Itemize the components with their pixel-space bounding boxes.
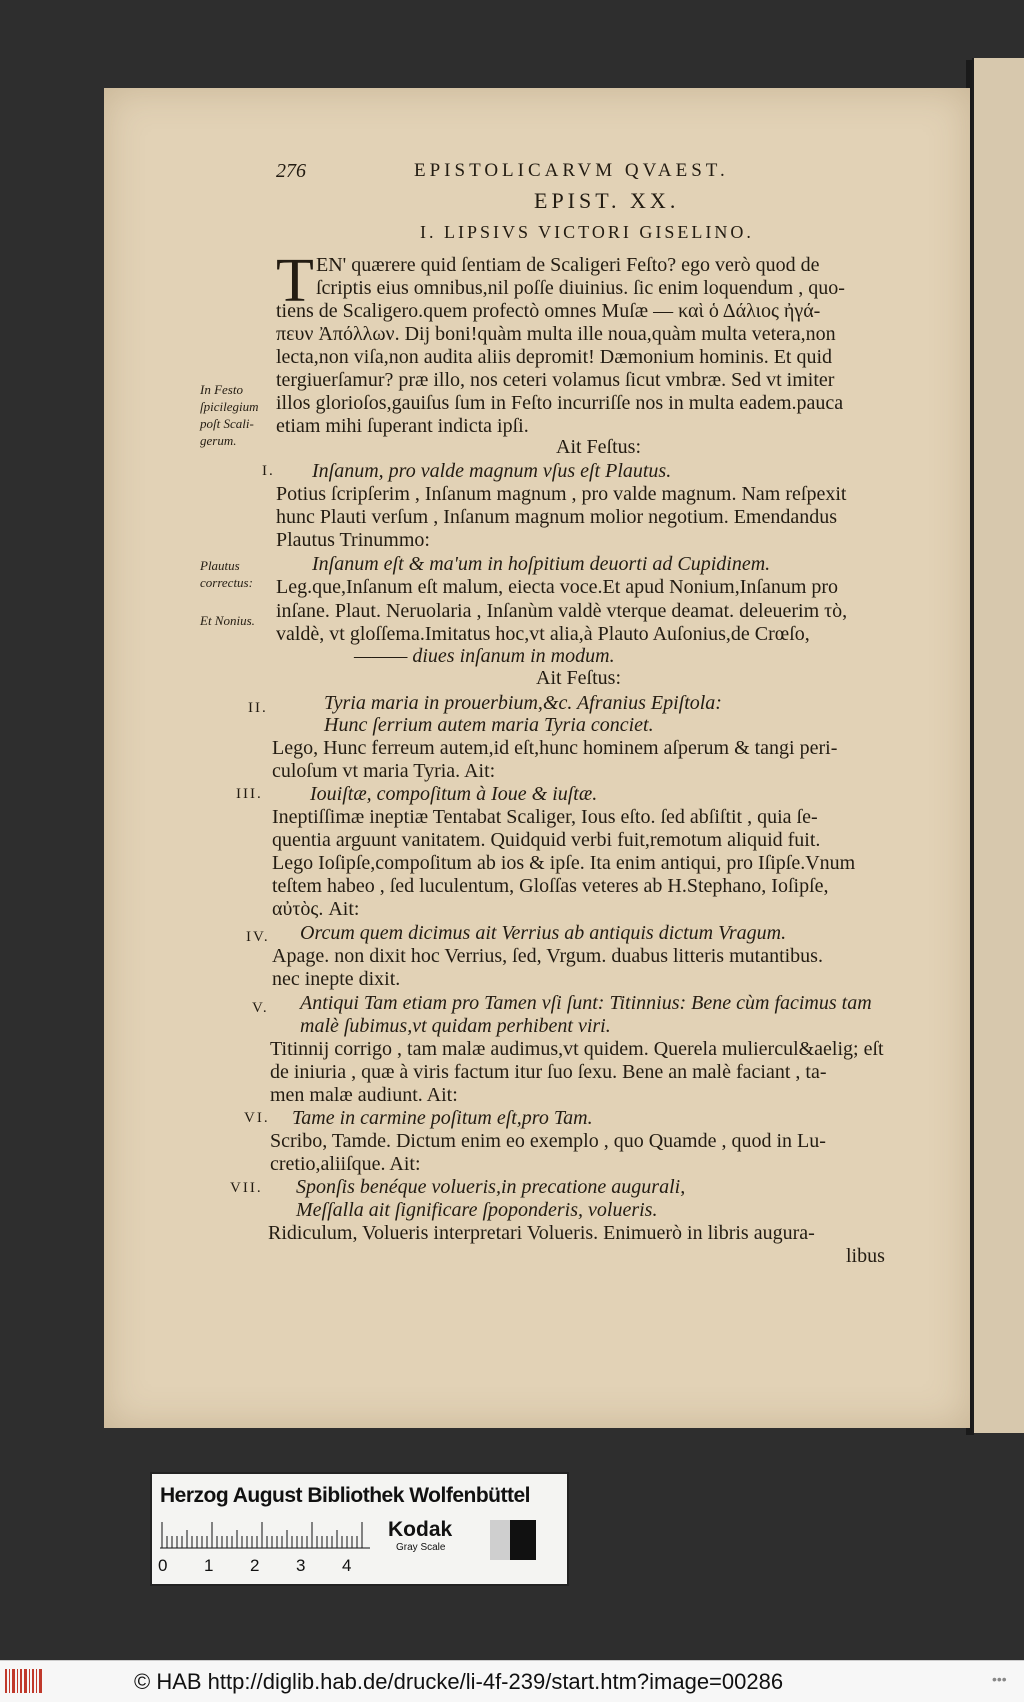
- text-line: inſane. Plaut. Neruolaria , Inſanùm valdè vterque deamat. deleuerim τὸ,: [276, 600, 848, 622]
- margin-note-line: poſt Scali-: [200, 416, 254, 431]
- source-url[interactable]: © HAB http://diglib.hab.de/drucke/li-4f-239/start.htm?image=00286: [134, 1669, 784, 1694]
- scale-number: 4: [342, 1556, 352, 1575]
- text-line: etiam mihi ſuperant indicta ipſi.: [276, 415, 529, 437]
- margin-note-line: ſpicilegium: [200, 399, 259, 414]
- entry-numeral: I.: [262, 463, 275, 479]
- text-line: tiens de Scaligero.quem profectò omnes Muſæ — καὶ ὁ Δάλιος ἠγά-: [276, 300, 821, 322]
- entry-numeral: VII.: [230, 1180, 263, 1196]
- running-head: EPISTOLICARVM QVAEST.: [414, 160, 729, 181]
- margin-note-line: In Festo: [200, 382, 243, 397]
- scale-number: 1: [204, 1556, 214, 1575]
- text-line: Plautus Trinummo:: [276, 529, 430, 551]
- text-line: πευν Ἀπόλλων. Dij boni!quàm multa ille noua,quàm multa vetera,non: [276, 323, 836, 345]
- text-line: Iouiſtæ, compoſitum à Ioue & iuſtæ.: [310, 783, 598, 805]
- text-line: Inſanum eſt & ma'um in hoſpitium deuorti ad Cupidinem.: [312, 553, 771, 575]
- entry-numeral: III.: [236, 786, 263, 802]
- text-line: quentia arguunt vanitatem. Quidquid verbi fuit,remotum aliquid fuit.: [272, 829, 821, 851]
- entry-numeral: II.: [248, 700, 268, 716]
- kodak-logo: Kodak: [388, 1518, 453, 1541]
- text-line: Lego Ioſipſe,compoſitum ab ios & ipſe. Ita enim antiqui, pro Iſipſe.Vnum: [272, 852, 856, 874]
- margin-note-line: Plautus: [200, 558, 240, 573]
- entry-numeral: VI.: [244, 1110, 270, 1126]
- hab-barcode-icon: [4, 1667, 44, 1695]
- text-line: Leg.que,Inſanum eſt malum, eiecta voce.Et apud Nonium,Inſanum pro: [276, 576, 839, 598]
- page-number: 276: [276, 160, 306, 182]
- gray-swatch: [490, 1520, 510, 1560]
- text-line: Apage. non dixit hoc Verrius, ſed, Vrgum. duabus litteris mutantibus.: [272, 945, 823, 967]
- text-line: Scribo, Tamde. Dictum enim eo exemplo , quo Quamde , quod in Lu-: [270, 1130, 826, 1152]
- epistle-addressee: I. LIPSIVS VICTORI GISELINO.: [420, 222, 754, 242]
- black-swatch: [510, 1520, 536, 1560]
- text-line: Ineptiſſimæ ineptiæ Tentabat Scaliger, Ious eſto. ſed abſiſtit , quia ſe-: [272, 806, 818, 828]
- footer-bar: [0, 1660, 1024, 1702]
- text-line: Sponſis benéque volueris,in precatione augurali,: [296, 1176, 686, 1198]
- text-line: αὐτὸς. Ait:: [272, 898, 360, 920]
- epistle-heading: EPIST. XX.: [534, 188, 680, 213]
- text-line: teſtem habeo , ſed luculentum, Gloſſas veteres ab H.Stephano, Ioſipſe,: [272, 875, 829, 897]
- facing-page-edge: [972, 58, 1024, 1433]
- text-line: Titinnij corrigo , tam malæ audimus,vt quidem. Querela muliercul&aelig; eſt: [270, 1038, 884, 1060]
- gray-scale-card: [150, 1472, 569, 1586]
- text-line: cretio,aliiſque. Ait:: [270, 1153, 421, 1175]
- margin-note-line: correctus:: [200, 575, 253, 590]
- scale-number: 2: [250, 1556, 260, 1575]
- text-line: Ait Feſtus:: [556, 436, 642, 458]
- margin-note-plautus: [200, 557, 253, 591]
- text-line: Meſſalla ait ſignificare ſpoponderis, volueris.: [296, 1199, 658, 1221]
- margin-note-nonius: Et Nonius.: [200, 613, 255, 628]
- drop-capital: T: [276, 247, 314, 315]
- text-line: Inſanum, pro valde magnum vſus eſt Plautus.: [312, 460, 672, 482]
- text-line: men malæ audiunt. Ait:: [270, 1084, 458, 1106]
- margin-note-festo: [200, 381, 259, 449]
- ruler-icon: [160, 1522, 380, 1550]
- margin-note-line: gerum.: [200, 433, 237, 448]
- scale-number: 0: [158, 1556, 168, 1575]
- entry-numeral: IV.: [246, 929, 270, 945]
- text-line: malè ſubimus,vt quidam perhibent viri.: [300, 1015, 611, 1037]
- library-name: Herzog August Bibliothek Wolfenbüttel: [160, 1484, 530, 1507]
- text-line: Antiqui Tam etiam pro Tamen vſi ſunt: Titinnius: Bene cùm facimus tam: [300, 992, 872, 1014]
- text-line: Tame in carmine poſitum eſt,pro Tam.: [292, 1107, 593, 1129]
- text-line: Potius ſcripſerim , Inſanum magnum , pro valde magnum. Nam reſpexit: [276, 483, 847, 505]
- text-line: illos glorioſos,gauiſus ſum in Feſto incurriſſe nos in multa eadem.pauca: [276, 392, 844, 414]
- text-line: de iniuria , quæ à viris factum itur ſuo ſexu. Bene an malè faciant , ta-: [270, 1061, 827, 1083]
- text-line: lecta,non viſa,non audita aliis depromit! Dæmonium hominis. Et quid: [276, 346, 833, 368]
- more-icon[interactable]: •••: [992, 1671, 1007, 1687]
- text-line: tergiuerſamur? præ illo, nos ceteri volamus ſicut vmbræ. Sed vt imiter: [276, 369, 835, 391]
- text-line: Hunc ſerrium autem maria Tyria conciet.: [324, 714, 654, 736]
- text-line: valdè, vt gloſſema.Imitatus hoc,vt alia,à Plauto Auſonius,de Crœſo,: [276, 623, 810, 645]
- text-line: hunc Plauti verſum , Inſanum magnum molior negotium. Emendandus: [276, 506, 838, 528]
- text-line: Orcum quem dicimus ait Verrius ab antiquis dictum Vragum.: [300, 922, 787, 944]
- text-line: Tyria maria in prouerbium,&c. Afranius Epiſtola:: [324, 692, 722, 714]
- text-line: nec inepte dixit.: [272, 968, 401, 990]
- text-line: Ridiculum, Volueris interpretari Volueris. Enimuerò in libris augura-: [268, 1222, 815, 1244]
- text-line: EN' quærere quid ſentiam de Scaligeri Feſto? ego verò quod de: [316, 254, 820, 276]
- text-line: Ait Feſtus:: [536, 667, 622, 689]
- text-line: Lego, Hunc ferreum autem,id eſt,hunc hominem aſperum & tangi peri-: [272, 737, 838, 759]
- entry-numeral: V.: [252, 1000, 269, 1016]
- text-line: culoſum vt maria Tyria. Ait:: [272, 760, 496, 782]
- catchword: libus: [846, 1245, 885, 1267]
- gray-scale-label: Gray Scale: [396, 1542, 446, 1553]
- text-line: ——— diues inſanum in modum.: [354, 645, 615, 667]
- text-line: ſcriptis eius omnibus,nil poſſe diuinius. ſic enim loquendum , quo-: [316, 277, 845, 299]
- scale-number: 3: [296, 1556, 306, 1575]
